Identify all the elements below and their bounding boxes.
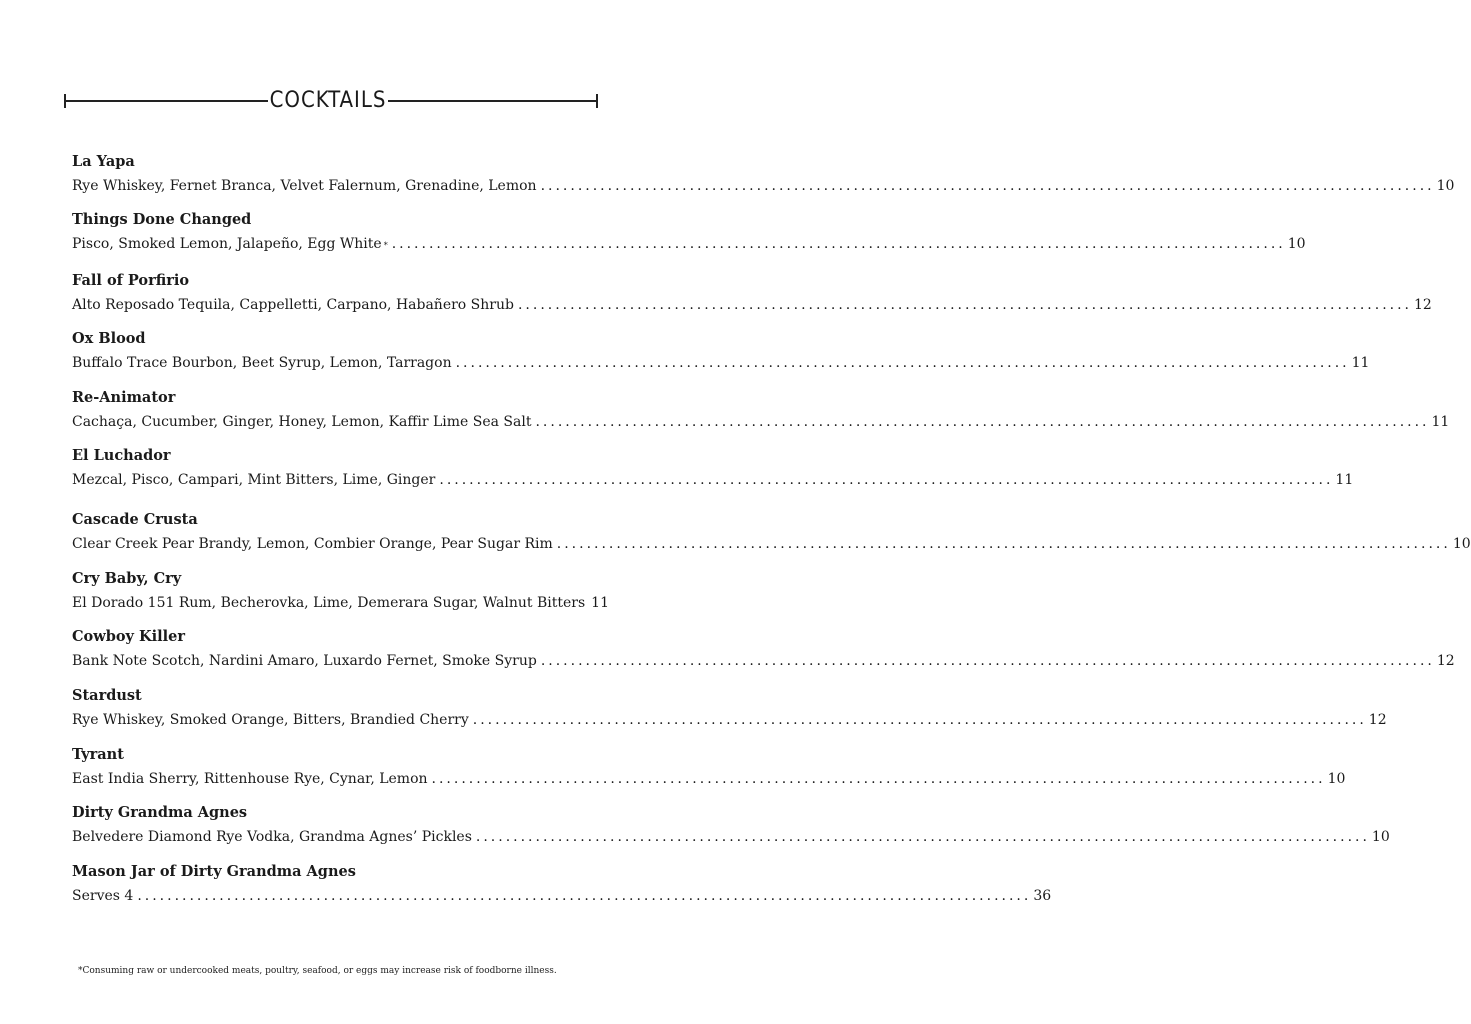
item-line — [72, 534, 1471, 554]
item-price: 36 — [1033, 888, 1052, 904]
item-price: 10 — [1452, 536, 1471, 552]
item-description: Clear Creek Pear Brandy, Lemon, Combier Orange, Pear Sugar Rim — [72, 536, 553, 552]
item-description: Rye Whiskey, Fernet Branca, Velvet Falernum, Grenadine, Lemon — [72, 178, 537, 194]
section-title: COCKTAILS — [269, 88, 387, 113]
item-description: Alto Reposado Tequila, Cappelletti, Carpano, Habañero Shrub — [72, 297, 514, 313]
item-name: Cowboy Killer — [72, 628, 185, 645]
item-description: El Dorado 151 Rum, Becherovka, Lime, Demerara Sugar, Walnut Bitters — [72, 595, 586, 611]
dot-leader: ........................................................................................................................ — [517, 297, 1412, 313]
item-price: 12 — [1368, 712, 1387, 728]
allergen-mark: * — [383, 241, 388, 250]
item-line — [72, 234, 1306, 256]
item-name: Ox Blood — [72, 330, 146, 347]
menu-item — [72, 447, 1354, 490]
item-description: Serves 4 — [72, 888, 134, 904]
item-price: 11 — [1351, 355, 1370, 371]
dot-leader: ........................................................................................................................ — [556, 536, 1451, 552]
item-description: Buffalo Trace Bourbon, Beet Syrup, Lemon, Tarragon — [72, 355, 452, 371]
item-line — [72, 295, 1432, 315]
item-line — [72, 176, 1455, 196]
dot-leader: ........................................................................................................................ — [475, 829, 1370, 845]
item-description: Mezcal, Pisco, Campari, Mint Bitters, Lime, Ginger — [72, 472, 436, 488]
item-line — [72, 769, 1346, 789]
item-price: 10 — [1371, 829, 1390, 845]
item-line — [72, 651, 1455, 671]
item-description: Belvedere Diamond Rye Vodka, Grandma Agnes’ Pickles — [72, 829, 472, 845]
item-line — [72, 470, 1354, 490]
item-description: Bank Note Scotch, Nardini Amaro, Luxardo Fernet, Smoke Syrup — [72, 653, 537, 669]
header-rule-right — [388, 100, 598, 102]
menu-item — [72, 211, 1306, 256]
menu-item — [72, 272, 1432, 315]
menu-item — [72, 804, 1390, 847]
item-description: Cachaça, Cucumber, Ginger, Honey, Lemon, Kaffir Lime Sea Salt — [72, 414, 532, 430]
dot-leader: ........................................................................................................................ — [137, 888, 1032, 904]
dot-leader: ........................................................................................................................ — [431, 771, 1326, 787]
item-description: East India Sherry, Rittenhouse Rye, Cynar, Lemon — [72, 771, 428, 787]
menu-item — [72, 628, 1455, 671]
dot-leader: ........................................................................................................................ — [540, 178, 1435, 194]
item-line — [72, 886, 1052, 906]
item-description: Pisco, Smoked Lemon, Jalapeño, Egg White — [72, 236, 382, 252]
item-price: 11 — [1335, 472, 1354, 488]
dot-leader: ........................................................................................................................ — [540, 653, 1435, 669]
item-line — [72, 827, 1390, 847]
item-description: Rye Whiskey, Smoked Orange, Bitters, Brandied Cherry — [72, 712, 469, 728]
item-line — [72, 710, 1387, 730]
menu-item — [72, 687, 1387, 730]
header-rule-left — [64, 100, 268, 102]
item-line — [72, 353, 1370, 373]
dot-leader: ........................................................................................................................ — [535, 414, 1430, 430]
item-name: El Luchador — [72, 447, 171, 464]
dot-leader: ........................................................................................................................ — [439, 472, 1334, 488]
item-name: Mason Jar of Dirty Grandma Agnes — [72, 863, 356, 880]
menu-item — [72, 389, 1450, 432]
dot-leader: ........................................................................................................................ — [391, 236, 1286, 252]
item-price: 12 — [1414, 297, 1432, 313]
item-price: 10 — [1436, 178, 1455, 194]
item-price: 12 — [1436, 653, 1455, 669]
menu-item — [72, 330, 1370, 373]
item-price: 11 — [591, 595, 609, 611]
item-name: Cry Baby, Cry — [72, 570, 182, 587]
menu-item — [72, 863, 1052, 906]
item-name: Dirty Grandma Agnes — [72, 804, 248, 821]
item-line — [72, 593, 609, 613]
item-name: Tyrant — [72, 746, 124, 763]
menu-item — [72, 746, 1346, 789]
dot-leader: ........................................................................................................................ — [472, 712, 1367, 728]
menu-item — [72, 511, 1471, 554]
item-price: 11 — [1431, 414, 1450, 430]
item-name: Cascade Crusta — [72, 511, 198, 528]
item-name: Things Done Changed — [72, 211, 252, 228]
item-name: La Yapa — [72, 153, 135, 170]
menu-item — [72, 570, 609, 613]
menu-item — [72, 153, 1455, 196]
item-name: Fall of Porfirio — [72, 272, 190, 289]
dot-leader: ........................................................................................................................ — [455, 355, 1350, 371]
menu-header — [64, 86, 598, 116]
rule-cap-right — [596, 94, 598, 108]
item-price: 10 — [1327, 771, 1346, 787]
item-price: 10 — [1287, 236, 1306, 252]
footnote: *Consuming raw or undercooked meats, poultry, seafood, or eggs may increase risk of foodborne illness. — [78, 966, 557, 976]
item-line — [72, 412, 1450, 432]
item-name: Stardust — [72, 687, 142, 704]
item-name: Re-Animator — [72, 389, 176, 406]
